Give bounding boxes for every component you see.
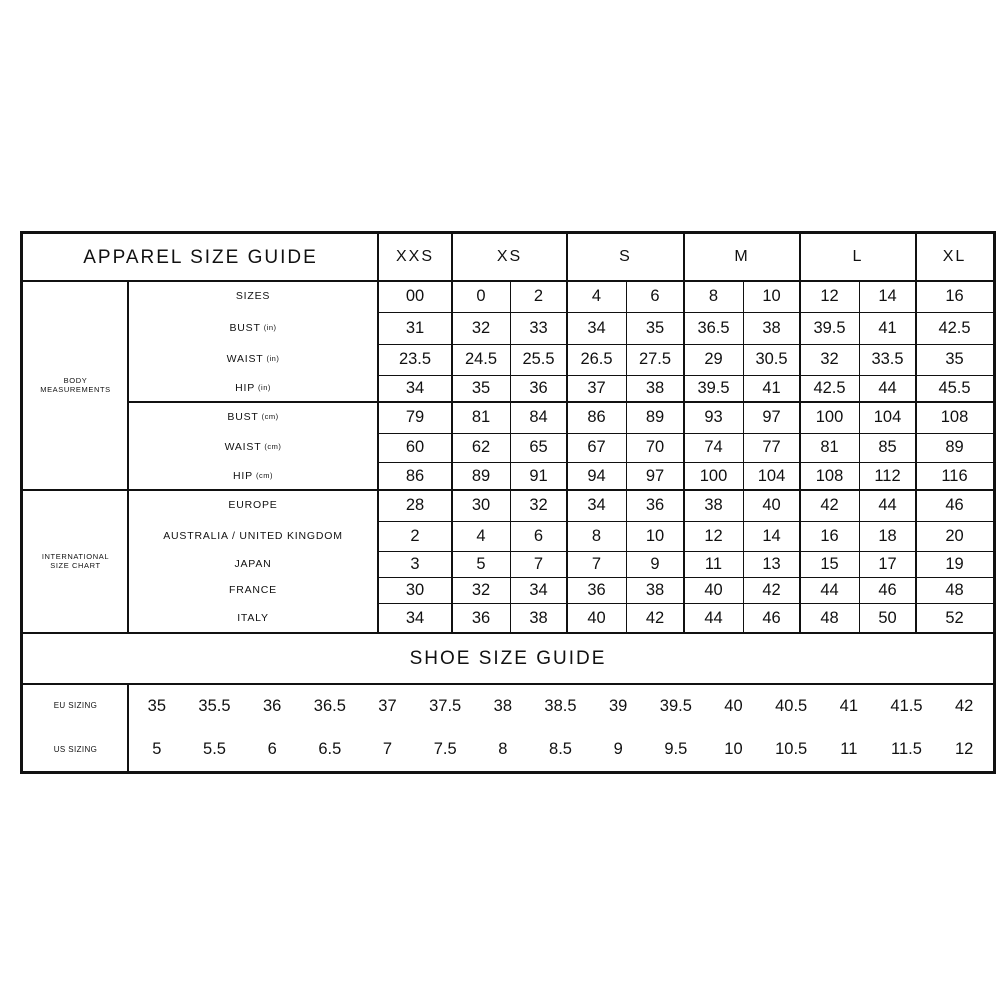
size-value: 62 xyxy=(471,438,491,457)
size-value: 11 xyxy=(704,554,723,573)
size-value: 38 xyxy=(645,379,665,398)
size-value: 44 xyxy=(820,580,839,599)
size-value: 15 xyxy=(820,554,839,573)
size-value: 36 xyxy=(587,580,606,599)
size-value: 79 xyxy=(405,408,425,427)
size-value: 34 xyxy=(529,580,548,599)
size-value: 94 xyxy=(587,466,606,485)
row-unit: (in) xyxy=(258,383,271,393)
group-divider xyxy=(915,234,917,633)
size-value: 104 xyxy=(873,408,902,427)
row-label xyxy=(128,312,378,344)
size-value: 31 xyxy=(405,318,425,337)
shoe-size-value: 11.5 xyxy=(891,740,922,759)
size-value: 36.5 xyxy=(697,318,730,337)
size-value: 42 xyxy=(820,496,839,515)
size-value: 38 xyxy=(529,608,548,627)
size-value: 35 xyxy=(471,379,491,398)
size-value: 17 xyxy=(878,554,897,573)
sub-divider xyxy=(743,281,744,633)
row-label xyxy=(128,521,378,551)
size-value: 27.5 xyxy=(638,350,672,369)
size-value: 34 xyxy=(587,318,606,337)
size-value: 40 xyxy=(587,608,606,627)
size-value: 10 xyxy=(762,287,781,306)
size-value: 38 xyxy=(645,580,665,599)
size-value: 52 xyxy=(945,608,964,627)
size-group-header: S xyxy=(619,248,632,266)
size-value: 89 xyxy=(471,466,491,485)
group-divider xyxy=(799,234,801,633)
size-value: 2 xyxy=(410,526,420,545)
size-value: 44 xyxy=(878,379,897,398)
size-value: 41 xyxy=(878,318,897,337)
shoe-row-label: EU SIZING xyxy=(53,701,98,711)
size-value: 28 xyxy=(405,496,425,515)
size-value: 6 xyxy=(650,287,660,306)
size-value: 93 xyxy=(704,408,723,427)
size-value: 33 xyxy=(529,318,548,337)
size-value: 41 xyxy=(762,379,781,398)
size-value: 42.5 xyxy=(813,379,846,398)
size-value: 4 xyxy=(476,526,486,545)
row-label-text: SIZES xyxy=(235,290,271,303)
size-value: 74 xyxy=(704,438,723,457)
section-label xyxy=(23,490,128,633)
section-label-line: BODY xyxy=(63,375,88,385)
size-value: 0 xyxy=(476,287,486,306)
row-label xyxy=(128,577,378,603)
row-label xyxy=(128,551,378,577)
size-value: 2 xyxy=(533,287,544,306)
size-value: 48 xyxy=(945,580,964,599)
size-value: 91 xyxy=(529,466,548,485)
size-value: 32 xyxy=(529,496,548,515)
size-value: 38 xyxy=(704,496,723,515)
size-value: 40 xyxy=(762,496,781,515)
size-value: 26.5 xyxy=(580,350,613,369)
row-label-text: FRANCE xyxy=(229,583,277,596)
size-value: 70 xyxy=(645,438,665,457)
shoe-row-label: US SIZING xyxy=(53,744,98,754)
shoe-size-value: 35.5 xyxy=(198,696,231,715)
size-value: 14 xyxy=(762,526,781,545)
row-label xyxy=(128,344,378,375)
size-value: 7 xyxy=(591,554,602,573)
row-label-text: HIP xyxy=(233,469,253,482)
row-label-text: WAIST xyxy=(224,441,262,454)
size-value: 33.5 xyxy=(871,350,904,369)
size-value: 34 xyxy=(587,496,606,515)
size-group-header: XL xyxy=(942,248,967,266)
row-label-text: BUST xyxy=(229,321,261,334)
shoe-size-value: 10.5 xyxy=(775,740,808,759)
size-value: 34 xyxy=(405,379,425,398)
shoe-size-value: 41.5 xyxy=(890,696,923,715)
size-value: 46 xyxy=(878,580,897,599)
group-divider xyxy=(683,234,685,633)
values-col-divider xyxy=(377,234,379,633)
size-value: 00 xyxy=(405,287,425,306)
size-group-header: XS xyxy=(496,248,523,266)
size-value: 36 xyxy=(471,608,491,627)
size-value: 100 xyxy=(815,408,844,427)
size-value: 8 xyxy=(591,526,602,545)
size-value: 42.5 xyxy=(938,318,971,337)
size-value: 39.5 xyxy=(813,318,846,337)
section-label-line: SIZE CHART xyxy=(50,560,101,570)
size-value: 12 xyxy=(704,526,723,545)
size-value: 24.5 xyxy=(464,350,498,369)
size-value: 18 xyxy=(878,526,897,545)
shoe-size-value: 35 xyxy=(147,696,166,715)
size-value: 97 xyxy=(645,466,665,485)
shoe-size-value: 8 xyxy=(498,740,508,759)
shoe-size-value: 39.5 xyxy=(659,696,692,715)
size-value: 50 xyxy=(878,608,897,627)
row-unit: (in) xyxy=(263,322,277,332)
size-value: 45.5 xyxy=(938,379,971,398)
shoe-size-value: 9.5 xyxy=(664,740,688,759)
size-value: 44 xyxy=(878,496,897,515)
row-label xyxy=(128,462,378,490)
row-unit: (cm) xyxy=(264,442,282,452)
size-value: 7 xyxy=(533,554,544,573)
size-value: 81 xyxy=(471,408,491,427)
row-unit: (cm) xyxy=(261,412,279,422)
shoe-size-value: 9 xyxy=(613,740,623,759)
row-label-text: AUSTRALIA / UNITED KINGDOM xyxy=(163,529,343,542)
shoe-size-value: 41 xyxy=(839,696,858,715)
size-value: 89 xyxy=(945,438,964,457)
size-value: 44 xyxy=(704,608,723,627)
size-group-header: M xyxy=(734,248,750,266)
group-divider xyxy=(566,234,568,633)
size-group-header: L xyxy=(852,248,864,266)
shoe-size-value: 38.5 xyxy=(544,696,577,715)
size-value: 9 xyxy=(650,554,660,573)
shoe-size-value: 36 xyxy=(262,696,282,715)
size-value: 40 xyxy=(704,580,723,599)
size-value: 25.5 xyxy=(522,350,555,369)
size-value: 34 xyxy=(405,608,425,627)
size-value: 35 xyxy=(645,318,665,337)
size-value: 39.5 xyxy=(697,379,730,398)
group-divider xyxy=(451,234,453,633)
size-value: 16 xyxy=(820,526,839,545)
size-value: 38 xyxy=(762,318,781,337)
size-value: 36 xyxy=(645,496,665,515)
size-value: 35 xyxy=(945,350,964,369)
shoe-size-value: 37.5 xyxy=(429,696,462,715)
size-value: 65 xyxy=(529,438,548,457)
row-unit: (cm) xyxy=(255,470,273,480)
sub-divider xyxy=(859,281,860,633)
row-label xyxy=(128,375,378,402)
sub-divider xyxy=(626,281,627,633)
shoe-size-value: 39 xyxy=(608,696,628,715)
size-guide-chart xyxy=(20,231,996,774)
size-value: 86 xyxy=(405,466,425,485)
row-label xyxy=(128,603,378,633)
size-value: 5 xyxy=(476,554,486,573)
size-value: 6 xyxy=(533,526,544,545)
size-value: 108 xyxy=(940,408,969,427)
shoe-size-value: 8.5 xyxy=(549,740,572,759)
row-unit: (in) xyxy=(266,354,280,364)
size-value: 84 xyxy=(529,408,548,427)
size-value: 23.5 xyxy=(398,350,432,369)
size-value: 14 xyxy=(878,287,897,306)
apparel-title: APPAREL SIZE GUIDE xyxy=(83,246,318,268)
section-label xyxy=(23,281,128,490)
section-label-line: MEASUREMENTS xyxy=(40,384,111,394)
size-value: 10 xyxy=(645,526,665,545)
size-value: 89 xyxy=(645,408,665,427)
shoe-size-value: 38 xyxy=(493,696,512,715)
size-value: 13 xyxy=(762,554,781,573)
shoe-title: SHOE SIZE GUIDE xyxy=(409,647,607,669)
size-value: 32 xyxy=(471,318,491,337)
size-value: 19 xyxy=(945,554,964,573)
shoe-size-value: 37 xyxy=(378,696,397,715)
row-label xyxy=(128,433,378,462)
shoe-size-value: 42 xyxy=(954,696,974,715)
size-value: 3 xyxy=(410,554,420,573)
row-label xyxy=(128,402,378,433)
size-value: 4 xyxy=(591,287,602,306)
shoe-size-value: 7 xyxy=(382,740,393,759)
size-value: 42 xyxy=(762,580,781,599)
row-label-text: EUROPE xyxy=(228,499,278,512)
row-label-text: HIP xyxy=(235,382,256,395)
size-group-header: XXS xyxy=(395,248,434,266)
size-value: 85 xyxy=(878,438,897,457)
size-value: 108 xyxy=(815,466,844,485)
shoe-size-value: 12 xyxy=(954,740,974,759)
size-value: 81 xyxy=(820,438,839,457)
shoe-size-value: 7.5 xyxy=(433,740,457,759)
size-value: 37 xyxy=(587,379,606,398)
size-value: 30.5 xyxy=(755,350,788,369)
size-value: 112 xyxy=(874,466,901,485)
shoe-size-value: 36.5 xyxy=(313,696,346,715)
label-col-divider xyxy=(127,281,129,633)
size-value: 77 xyxy=(762,438,781,457)
size-value: 30 xyxy=(405,580,425,599)
row-label-text: ITALY xyxy=(237,611,269,624)
size-value: 29 xyxy=(704,350,723,369)
section-label-line: INTERNATIONAL xyxy=(41,551,110,561)
size-value: 20 xyxy=(945,526,964,545)
size-value: 104 xyxy=(757,466,786,485)
size-value: 42 xyxy=(645,608,665,627)
shoe-size-value: 11 xyxy=(840,740,858,759)
row-label xyxy=(128,281,378,312)
size-value: 67 xyxy=(587,438,606,457)
size-value: 60 xyxy=(405,438,425,457)
shoe-size-value: 6.5 xyxy=(318,740,342,759)
size-value: 86 xyxy=(587,408,606,427)
shoe-size-value: 10 xyxy=(724,740,743,759)
shoe-size-value: 5 xyxy=(152,740,162,759)
size-value: 48 xyxy=(820,608,839,627)
size-value: 116 xyxy=(941,466,968,485)
row-label-text: JAPAN xyxy=(234,557,272,570)
size-value: 100 xyxy=(699,466,728,485)
shoe-size-value: 40.5 xyxy=(775,696,808,715)
size-value: 97 xyxy=(762,408,781,427)
size-value: 32 xyxy=(471,580,491,599)
size-value: 46 xyxy=(762,608,781,627)
shoe-size-value: 6 xyxy=(267,740,277,759)
size-value: 46 xyxy=(945,496,964,515)
size-value: 12 xyxy=(820,287,839,306)
size-value: 16 xyxy=(945,287,964,306)
size-value: 36 xyxy=(529,379,548,398)
sub-divider xyxy=(510,281,511,633)
shoe-size-value: 5.5 xyxy=(203,740,226,759)
row-label-text: WAIST xyxy=(226,353,264,366)
size-value: 30 xyxy=(471,496,491,515)
size-value: 8 xyxy=(708,287,719,306)
row-label xyxy=(128,490,378,521)
row-label-text: BUST xyxy=(227,411,259,424)
shoe-size-value: 40 xyxy=(724,696,743,715)
size-value: 32 xyxy=(820,350,839,369)
